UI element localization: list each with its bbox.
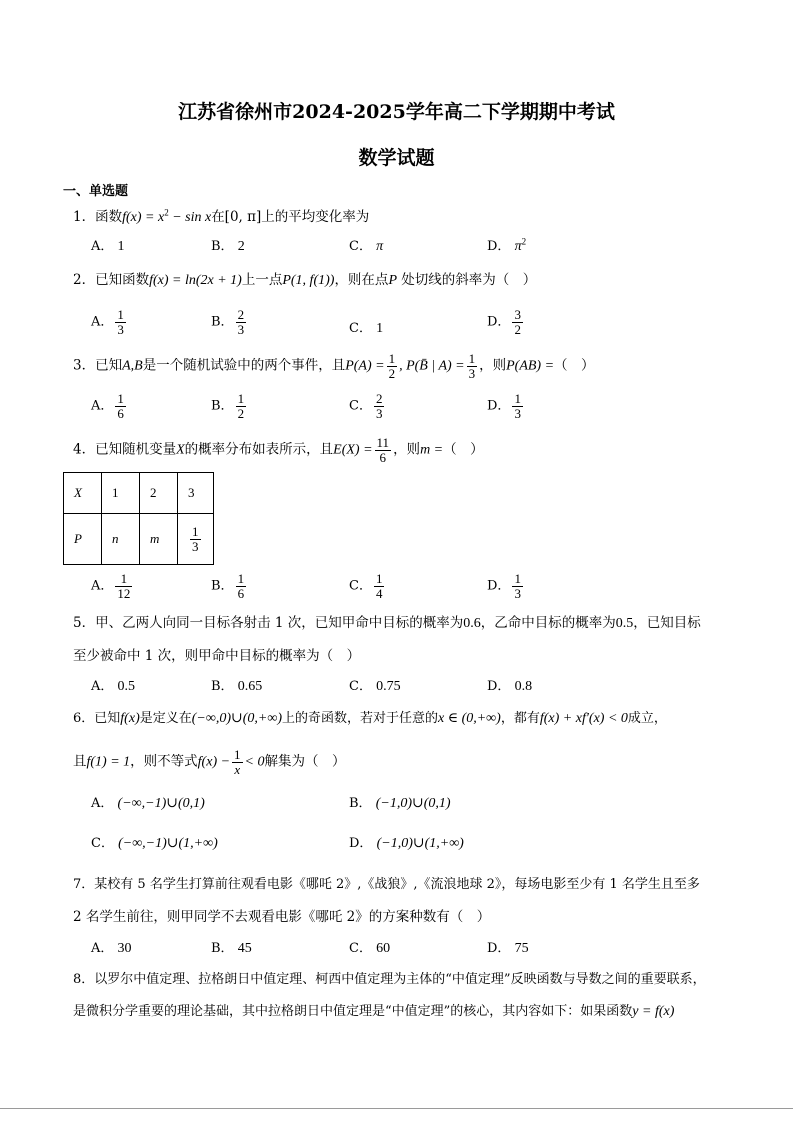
question-6-line-2: 且f(1) = 1，则不等式f(x) − $\frac{1}{x}$ < 0解集为（ ） xyxy=(73,747,346,777)
question-text: 在[0, π]上的平均变化率为 xyxy=(211,209,370,225)
question-5: 5．甲、乙两人向同一目标各射击 1 次，已知甲命中目标的概率为0.6，乙命中目标的概率为0.5，已知目标 xyxy=(73,615,701,631)
page-title: 江苏省徐州市2024-2025学年高二下学期期中考试 xyxy=(178,101,615,123)
table-cell: X xyxy=(64,473,102,514)
table-cell: m xyxy=(140,514,178,565)
question-2: 2．已知函数f(x) = ln(2x + 1)上一点P(1, f(1))，则在点P 处切线的斜率为（ ） xyxy=(73,272,537,288)
table-cell: 3 xyxy=(178,473,214,514)
option-c: C． $\frac{2}{3}$ xyxy=(349,391,383,421)
probability-table xyxy=(63,472,214,565)
option-a: A． 1 xyxy=(91,239,125,254)
math-expression: f(x) = ln(2x + 1) xyxy=(149,273,242,288)
table-cell: $\frac{1}{3}$ xyxy=(178,514,214,565)
math-expression: − sin x xyxy=(168,210,212,225)
table-cell: n xyxy=(102,514,140,565)
option-a: A． 30 xyxy=(91,941,132,956)
option-c: C． π xyxy=(349,239,384,254)
question-6: 6．已知f(x)是定义在(−∞,0)∪(0,+∞)上的奇函数，若对于任意的x ∈ (0,+∞)，都有f(x) + xf′(x) < 0成立， xyxy=(73,711,667,726)
option-b: B． 2 xyxy=(211,239,245,254)
question-7-line-2: 2 名学生前往，则甲同学不去观看电影《哪吒 2》的方案种数有（ ） xyxy=(73,909,491,925)
math-expression: P(1, f(1)) xyxy=(282,273,335,288)
option-d: D． $\frac{3}{2}$ xyxy=(487,307,521,337)
option-c: C． 1 xyxy=(349,321,384,336)
option-d: D． $\pi^2$ xyxy=(487,236,527,254)
math-expression: f(x) = x xyxy=(122,210,165,225)
option-a: A． (−∞,−1)∪(0,1) xyxy=(91,796,205,811)
option-d: D． 75 xyxy=(487,941,529,956)
option-d: D． $\frac{1}{3}$ xyxy=(487,571,521,601)
question-8: 8．以罗尔中值定理、拉格朗日中值定理、柯西中值定理为主体的“中值定理”反映函数与导数之间的重要联系， xyxy=(73,972,706,987)
option-c: C． $\frac{1}{4}$ xyxy=(349,571,383,601)
question-text: 函数 xyxy=(95,209,123,225)
question-1 xyxy=(73,205,369,226)
question-number: 1． xyxy=(73,209,96,225)
option-b: B． $\frac{1}{6}$ xyxy=(211,571,245,601)
option-c: C． (−∞,−1)∪(1,+∞) xyxy=(91,836,218,851)
math-superscript: 2 xyxy=(164,207,169,218)
page-bottom-rule xyxy=(0,1108,793,1109)
question-7: 7．某校有 5 名学生打算前往观看电影《哪吒 2》,《战狼》,《流浪地球 2》，每场电影至少有 1 名学生且至多 xyxy=(73,877,700,892)
table-cell: 1 xyxy=(102,473,140,514)
table-cell: P xyxy=(64,514,102,565)
page-subtitle: 数学试题 xyxy=(358,147,435,169)
option-b: B． 0.65 xyxy=(211,679,263,694)
option-d: D． 0.8 xyxy=(487,679,533,694)
option-d: D． $\frac{1}{3}$ xyxy=(487,391,521,421)
option-c: C． 0.75 xyxy=(349,679,401,694)
question-5-line-2: 至少被命中 1 次，则甲命中目标的概率为（ ） xyxy=(73,648,361,664)
option-d: D． (−1,0)∪(1,+∞) xyxy=(349,836,464,851)
option-a: A． $\frac{1}{3}$ xyxy=(91,307,124,337)
option-b: B． 45 xyxy=(211,941,252,956)
option-a: A． 0.5 xyxy=(91,679,136,694)
option-b: B． $\frac{1}{2}$ xyxy=(211,391,245,421)
section-heading: 一、单选题 xyxy=(63,184,129,199)
option-b: B． (−1,0)∪(0,1) xyxy=(349,796,451,811)
question-8-line-2: 是微积分学重要的理论基础，其中拉格朗日中值定理是“中值定理”的核心，其内容如下：如果函数y = f(x) xyxy=(73,1004,675,1019)
table-cell: 2 xyxy=(140,473,178,514)
question-3: 3．已知A,B是一个随机试验中的两个事件，且P(A) = $\frac{1}{2}$ , P(B̄ | A) = $\frac{1}{3}$ ，则P(AB) =（ ） xyxy=(73,351,595,381)
question-4: 4．已知随机变量X的概率分布如表所示，且E(X) = $\frac{11}{6}$ ，则m =（ ） xyxy=(73,435,484,465)
option-a: A． $\frac{1}{12}$ xyxy=(91,571,131,601)
option-a: A． $\frac{1}{6}$ xyxy=(91,391,124,421)
option-c: C． 60 xyxy=(349,941,391,956)
option-b: B． $\frac{2}{3}$ xyxy=(211,307,245,337)
